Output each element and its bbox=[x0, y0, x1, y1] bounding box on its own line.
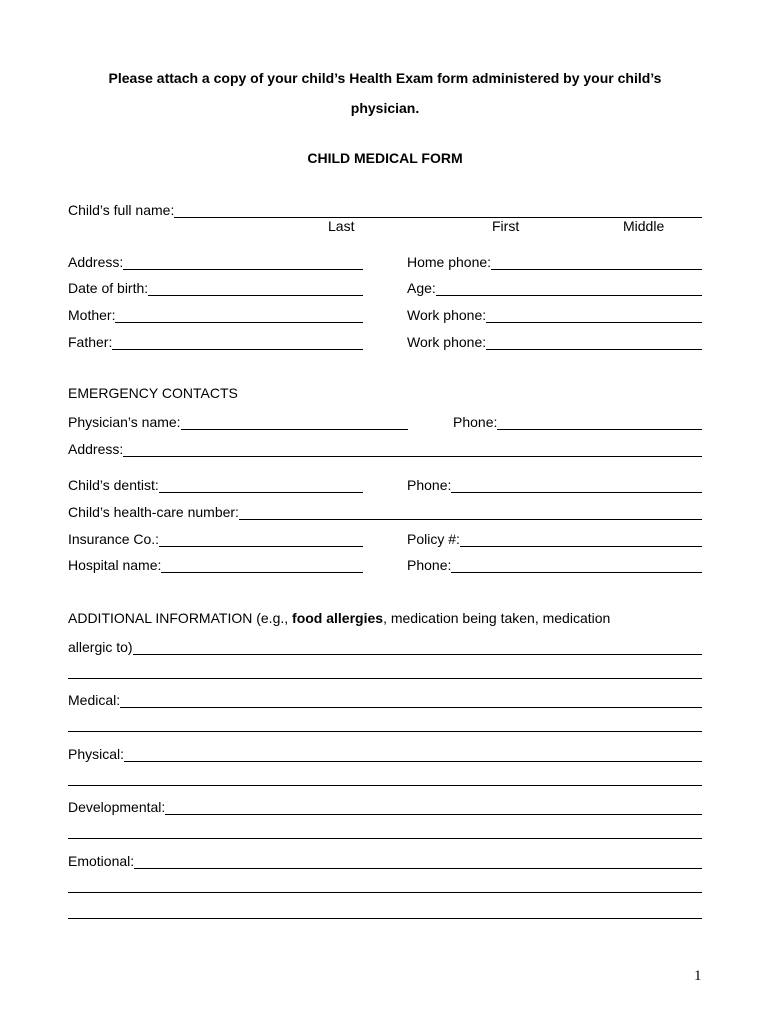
page-number: 1 bbox=[694, 968, 702, 984]
sub-label-first: First bbox=[492, 218, 520, 234]
sub-label-last: Last bbox=[328, 218, 355, 234]
dob-field[interactable] bbox=[68, 278, 363, 296]
health-number-line[interactable] bbox=[239, 505, 702, 520]
dob-line[interactable] bbox=[148, 281, 363, 296]
dob-label: Date of birth: bbox=[68, 280, 149, 296]
mother-field[interactable] bbox=[68, 305, 363, 323]
age-line[interactable] bbox=[436, 281, 702, 296]
hospital-label: Hospital name: bbox=[68, 557, 162, 573]
developmental-line[interactable] bbox=[165, 800, 702, 815]
notice-line-2: physician. bbox=[350, 100, 420, 116]
emotional-label: Emotional: bbox=[68, 853, 135, 869]
additional-intro-post: , medication being taken, medication bbox=[383, 610, 611, 626]
policy-line[interactable] bbox=[460, 532, 702, 547]
health-number-label: Child’s health-care number: bbox=[68, 504, 239, 520]
father-field[interactable] bbox=[68, 332, 363, 350]
address-field[interactable] bbox=[68, 252, 363, 270]
physician-name-field[interactable] bbox=[68, 412, 408, 430]
mother-work-phone-label: Work phone: bbox=[407, 307, 487, 323]
child-full-name-label: Child’s full name: bbox=[68, 202, 175, 218]
policy-label: Policy #: bbox=[407, 531, 460, 547]
hospital-phone-field[interactable] bbox=[407, 555, 702, 573]
allergic-to-field[interactable] bbox=[68, 637, 702, 655]
mother-line[interactable] bbox=[115, 308, 363, 323]
address-label: Address: bbox=[68, 254, 124, 270]
medical-label: Medical: bbox=[68, 692, 121, 708]
physician-address-field[interactable] bbox=[68, 439, 702, 457]
home-phone-field[interactable] bbox=[407, 252, 702, 270]
insurance-field[interactable] bbox=[68, 529, 363, 547]
physician-phone-field[interactable] bbox=[453, 412, 702, 430]
father-work-phone-label: Work phone: bbox=[407, 334, 487, 350]
physician-name-line[interactable] bbox=[181, 415, 408, 430]
medical-line[interactable] bbox=[120, 693, 702, 708]
dentist-line[interactable] bbox=[159, 478, 363, 493]
sub-label-middle: Middle bbox=[623, 218, 665, 234]
additional-intro-pre: ADDITIONAL INFORMATION (e.g., bbox=[68, 610, 293, 626]
age-field[interactable] bbox=[407, 278, 702, 296]
child-full-name-line[interactable] bbox=[174, 203, 702, 218]
dentist-phone-label: Phone: bbox=[407, 477, 452, 493]
additional-intro bbox=[68, 610, 610, 626]
father-work-phone-line[interactable] bbox=[486, 335, 702, 350]
mother-work-phone-line[interactable] bbox=[486, 308, 702, 323]
policy-field[interactable] bbox=[407, 529, 702, 547]
hospital-phone-line[interactable] bbox=[451, 558, 702, 573]
blank-line-2[interactable] bbox=[68, 731, 702, 732]
physical-label: Physical: bbox=[68, 746, 125, 762]
father-line[interactable] bbox=[112, 335, 363, 350]
physician-address-line[interactable] bbox=[123, 442, 702, 457]
mother-work-phone-field[interactable] bbox=[407, 305, 702, 323]
blank-line-4[interactable] bbox=[68, 838, 702, 839]
dentist-field[interactable] bbox=[68, 475, 363, 493]
dentist-label: Child’s dentist: bbox=[68, 477, 159, 493]
emergency-heading: EMERGENCY CONTACTS bbox=[68, 385, 238, 401]
father-work-phone-field[interactable] bbox=[407, 332, 702, 350]
form-title: CHILD MEDICAL FORM bbox=[307, 150, 463, 166]
physician-name-label: Physician’s name: bbox=[68, 414, 181, 430]
physician-phone-label: Phone: bbox=[453, 414, 498, 430]
insurance-label: Insurance Co.: bbox=[68, 531, 160, 547]
physical-field[interactable] bbox=[68, 744, 702, 762]
physician-phone-line[interactable] bbox=[497, 415, 702, 430]
physical-line[interactable] bbox=[124, 747, 702, 762]
emotional-line[interactable] bbox=[134, 854, 702, 869]
dentist-phone-field[interactable] bbox=[407, 475, 702, 493]
blank-line-3[interactable] bbox=[68, 785, 702, 786]
allergic-to-label: allergic to) bbox=[68, 639, 133, 655]
home-phone-line[interactable] bbox=[491, 255, 702, 270]
additional-intro-bold: food allergies bbox=[292, 610, 384, 626]
age-label: Age: bbox=[407, 280, 436, 296]
dentist-phone-line[interactable] bbox=[451, 478, 702, 493]
emotional-field[interactable] bbox=[68, 851, 702, 869]
mother-label: Mother: bbox=[68, 307, 116, 323]
hospital-phone-label: Phone: bbox=[407, 557, 452, 573]
insurance-line[interactable] bbox=[159, 532, 363, 547]
health-number-field[interactable] bbox=[68, 502, 702, 520]
father-label: Father: bbox=[68, 334, 113, 350]
address-line[interactable] bbox=[123, 255, 363, 270]
child-full-name-field[interactable] bbox=[68, 200, 702, 218]
developmental-field[interactable] bbox=[68, 797, 702, 815]
physician-address-label: Address: bbox=[68, 441, 124, 457]
notice-line-1: Please attach a copy of your child’s Health Exam form administered by your child’s bbox=[108, 70, 662, 86]
blank-line-6[interactable] bbox=[68, 918, 702, 919]
medical-field[interactable] bbox=[68, 690, 702, 708]
hospital-line[interactable] bbox=[161, 558, 363, 573]
hospital-field[interactable] bbox=[68, 555, 363, 573]
blank-line-5[interactable] bbox=[68, 892, 702, 893]
blank-line-1[interactable] bbox=[68, 678, 702, 679]
home-phone-label: Home phone: bbox=[407, 254, 492, 270]
developmental-label: Developmental: bbox=[68, 799, 166, 815]
allergic-to-line[interactable] bbox=[133, 640, 702, 655]
